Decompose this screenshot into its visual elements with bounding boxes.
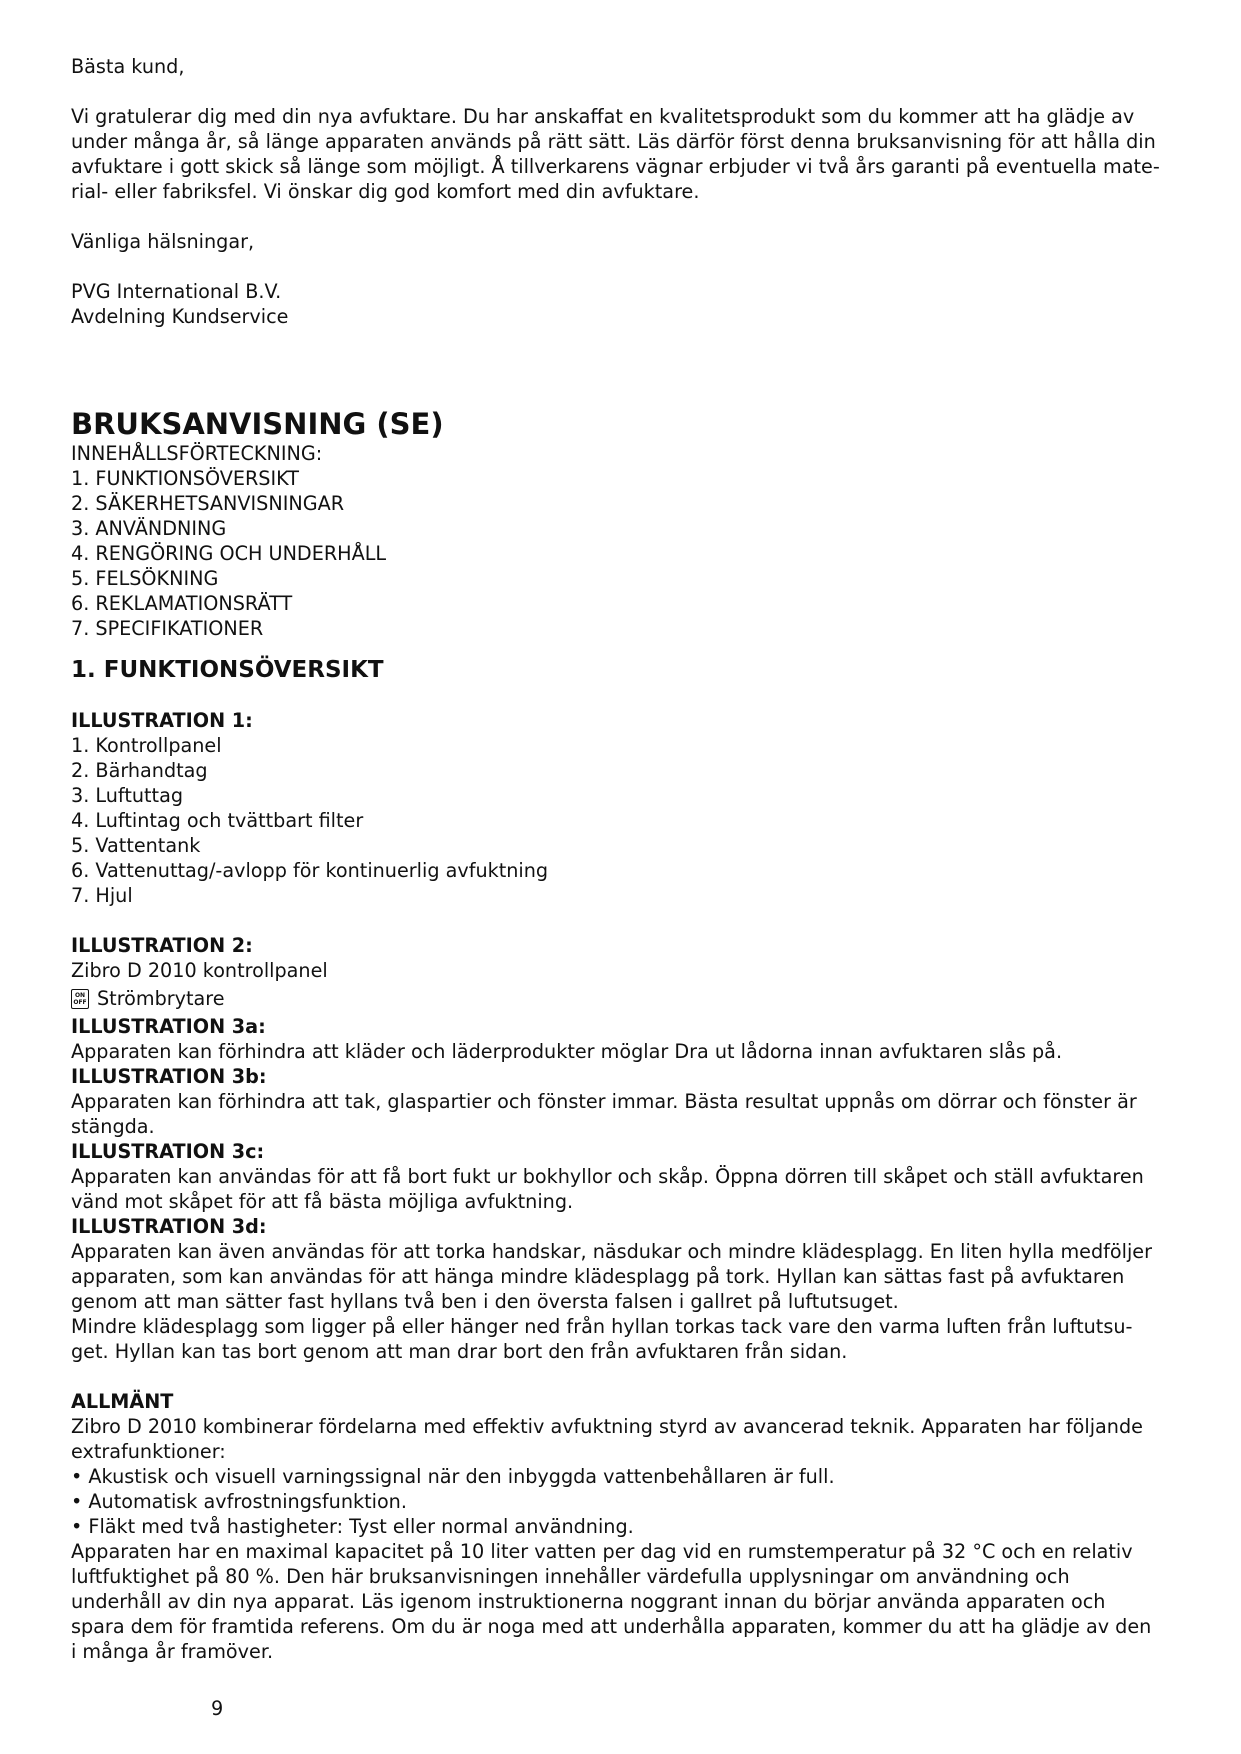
general-text-line: underhåll av din nya apparat. Läs igenom instruktionerna noggrant innan du börjar använda apparaten och [71, 1590, 1106, 1613]
letter-body-line: avfuktare i gott skick så länge som möjligt. Å tillverkarens vägnar erbjuder vi två års garanti på eventuella mate- [71, 155, 1160, 178]
general-bullet: • Akustisk och visuell varningssignal när den inbyggda vattenbehållaren är full. [71, 1465, 835, 1488]
spacer [71, 1364, 1181, 1389]
illustration-heading: ILLUSTRATION 3d: [71, 1215, 267, 1238]
illustration-text-line: get. Hyllan kan tas bort genom att man drar bort den från avfuktaren från sidan. [71, 1340, 848, 1363]
list-item: 2. Bärhandtag [71, 759, 208, 782]
illustration-1 [71, 708, 1181, 908]
general-bullet: • Fläkt med två hastigheter: Tyst eller normal användning. [71, 1515, 634, 1538]
illustration-3d [71, 1214, 1181, 1364]
general-section [71, 1389, 1181, 1664]
list-item: 4. Luftintag och tvättbart filter [71, 809, 364, 832]
illustration-3c [71, 1139, 1181, 1214]
toc-heading: INNEHÅLLSFÖRTECKNING: [71, 442, 323, 465]
illustration-heading: ILLUSTRATION 2: [71, 934, 253, 957]
general-text-line: extrafunktioner: [71, 1440, 226, 1463]
toc-item: 7. SPECIFIKATIONER [71, 617, 264, 640]
letter-body-line: rial- eller fabriksfel. Vi önskar dig god komfort med din avfuktare. [71, 180, 700, 203]
spacer [71, 685, 1181, 708]
letter-signature [71, 279, 1181, 329]
illustration-text: Zibro D 2010 kontrollpanel [71, 959, 328, 982]
general-text-line: Apparaten har en maximal kapacitet på 10 liter vatten per dag vid en rumstemperatur på 32 °C och en relativ [71, 1540, 1133, 1563]
letter-body [71, 104, 1181, 204]
power-switch-icon-on: ON [74, 991, 86, 999]
section-title: 1. FUNKTIONSÖVERSIKT [71, 657, 384, 683]
manual-title: BRUKSANVISNING (SE) [71, 407, 444, 441]
illustration-text-line: apparaten, som kan användas för att hänga mindre klädesplagg på tork. Hyllan kan sättas fast på avfuktaren [71, 1265, 1125, 1288]
table-of-contents [71, 441, 1181, 641]
company-name: PVG International B.V. [71, 280, 282, 303]
letter-closing: Vänliga hälsningar, [71, 230, 255, 253]
page-number: 9 [211, 1697, 224, 1720]
list-item: 6. Vattenuttag/-avlopp för kontinuerlig avfuktning [71, 859, 549, 882]
illustration-text-line: Apparaten kan även användas för att torka handskar, näsdukar och mindre klädesplagg. En liten hylla medföljer [71, 1240, 1152, 1263]
general-text-line: Zibro D 2010 kombinerar fördelarna med effektiv avfuktning styrd av avancerad teknik. Apparaten har följande [71, 1415, 1143, 1438]
illustration-text-line: Apparaten kan förhindra att kläder och läderprodukter möglar Dra ut lådorna innan avfuktaren slås på. [71, 1040, 1063, 1063]
illustration-text-line: vänd mot skåpet för att få bästa möjliga avfuktning. [71, 1190, 574, 1213]
illustration-text-line: Apparaten kan förhindra att tak, glaspartier och fönster immar. Bästa resultat uppnås om dörrar och fönster är [71, 1090, 1137, 1113]
illustration-3a [71, 1014, 1181, 1064]
power-switch-label: Strömbrytare [97, 987, 225, 1010]
letter-body-line: under många år, så länge apparaten används på rätt sätt. Läs därför först denna bruksanvisning för att hålla din [71, 130, 1156, 153]
toc-item: 1. FUNKTIONSÖVERSIKT [71, 467, 299, 490]
letter-body-line: Vi gratulerar dig med din nya avfuktare. Du har anskaffat en kvalitetsprodukt som du kommer att ha glädje av [71, 105, 1135, 128]
list-item: 3. Luftuttag [71, 784, 184, 807]
toc-item: 2. SÄKERHETSANVISNINGAR [71, 492, 345, 515]
list-item: 1. Kontrollpanel [71, 734, 222, 757]
general-text-line: i många år framöver. [71, 1640, 274, 1663]
letter-greeting: Bästa kund, [71, 55, 185, 78]
list-item: 5. Vattentank [71, 834, 201, 857]
department-name: Avdelning Kundservice [71, 305, 289, 328]
illustration-heading: ILLUSTRATION 3a: [71, 1015, 266, 1038]
illustration-text-line: Apparaten kan användas för att få bort fukt ur bokhyllor och skåp. Öppna dörren till skåpet och ställ avfuktaren [71, 1165, 1144, 1188]
general-text-line: luftfuktighet på 80 %. Den här bruksanvisningen innehåller värdefulla upplysningar om användning och [71, 1565, 1070, 1588]
illustration-3b [71, 1064, 1181, 1139]
power-switch-icon-off: OFF [73, 998, 87, 1006]
spacer [71, 908, 1181, 933]
toc-item: 6. REKLAMATIONSRÄTT [71, 592, 293, 615]
toc-item: 5. FELSÖKNING [71, 567, 219, 590]
illustration-text-line: Mindre klädesplagg som ligger på eller hänger ned från hyllan torkas tack vare den varma luften från luftutsu- [71, 1315, 1133, 1338]
document-page [71, 54, 1181, 1664]
toc-item: 4. RENGÖRING OCH UNDERHÅLL [71, 542, 387, 565]
illustration-text-line: stängda. [71, 1115, 155, 1138]
illustration-2 [71, 933, 1181, 1014]
general-text-line: spara dem för framtida referens. Om du är noga med att underhålla apparaten, kommer du att ha glädje av den [71, 1615, 1152, 1638]
illustration-heading: ILLUSTRATION 1: [71, 709, 253, 732]
illustration-text-line: genom att man sätter fast hyllans två ben i den översta falsen i gallret på luftutsuget. [71, 1290, 899, 1313]
illustration-heading: ILLUSTRATION 3b: [71, 1065, 267, 1088]
toc-item: 3. ANVÄNDNING [71, 517, 227, 540]
list-item: 7. Hjul [71, 884, 133, 907]
onoff-row [71, 983, 1181, 1014]
general-heading: ALLMÄNT [71, 1390, 174, 1413]
general-bullet: • Automatisk avfrostningsfunktion. [71, 1490, 407, 1513]
illustration-heading: ILLUSTRATION 3c: [71, 1140, 265, 1163]
power-switch-icon [71, 989, 89, 1009]
